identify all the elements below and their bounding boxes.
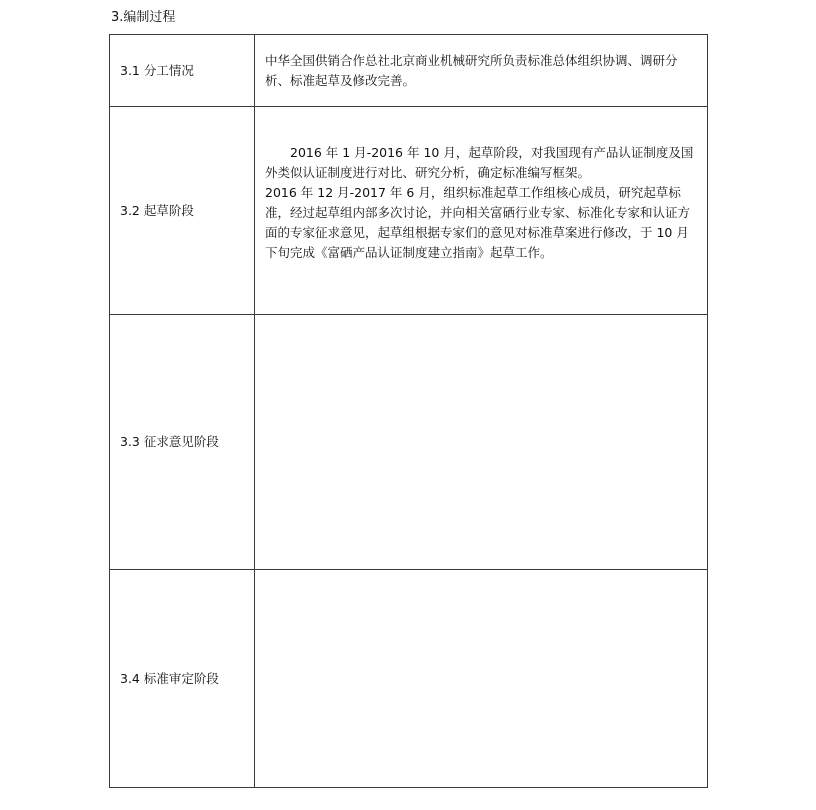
- row-label-review: 3.4 标准审定阶段: [110, 570, 255, 788]
- row-content-review: [255, 570, 708, 788]
- section-title: 3.编制过程: [111, 10, 176, 25]
- process-table: [109, 34, 708, 788]
- row-content-division: [255, 35, 708, 107]
- table-row: [110, 35, 708, 107]
- table-row: [110, 315, 708, 570]
- row-content-comments: [255, 315, 708, 570]
- table-row: [110, 107, 708, 315]
- row-label-division: 3.1 分工情况: [110, 35, 255, 107]
- row-content-drafting: [255, 107, 708, 315]
- row-label-drafting: 3.2 起草阶段: [110, 107, 255, 315]
- table-row: [110, 570, 708, 788]
- content-paragraph: 2016 年 12 月-2017 年 6 月，组织标准起草工作组核心成员，研究起草标准，经过起草组内部多次讨论，并向相关富硒行业专家、标准化专家和认证方面的专家征求意见，起草组根据专家们的意见对标准草案进行修改，于 10 月下旬完成《富硒产品认证制度建立指南》起草工作。: [265, 185, 691, 260]
- content-paragraph: 中华全国供销合作总社北京商业机械研究所负责标准总体组织协调、调研分析、标准起草及修改完善。: [265, 52, 678, 88]
- content-paragraph: 2016 年 1 月-2016 年 10 月，起草阶段，对我国现有产品认证制度及国外类似认证制度进行对比、研究分析，确定标准编写框架。: [265, 145, 694, 180]
- row-label-comments: 3.3 征求意见阶段: [110, 315, 255, 570]
